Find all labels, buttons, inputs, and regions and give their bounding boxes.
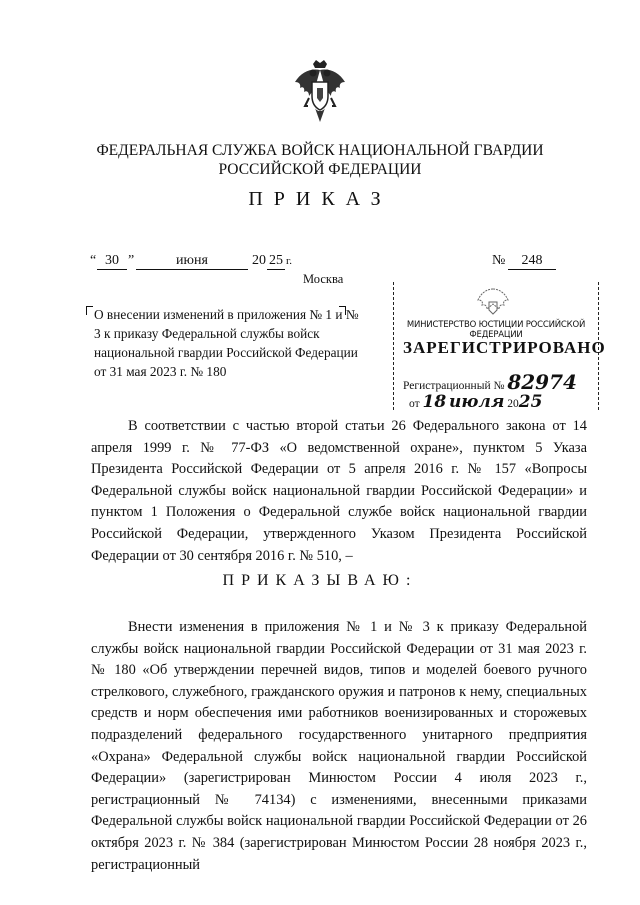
order-verb: ПРИКАЗЫВАЮ: bbox=[222, 572, 418, 589]
date-year-suffix: 25 bbox=[269, 253, 283, 268]
subject-bracket-left bbox=[86, 306, 93, 315]
doc-type-title: ПРИКАЗ bbox=[248, 188, 392, 210]
stamp-year-suffix: 25 bbox=[518, 392, 543, 412]
date-quote-open: “ bbox=[90, 253, 97, 268]
date-day: 30 bbox=[97, 253, 127, 270]
date-month: июня bbox=[136, 253, 248, 270]
stamp-date-month: июля bbox=[449, 392, 505, 412]
stamp-date-line bbox=[409, 392, 542, 412]
state-emblem-icon bbox=[291, 58, 349, 128]
org-name-line1: ФЕДЕРАЛЬНАЯ СЛУЖБА ВОЙСК НАЦИОНАЛЬНОЙ ГВАРДИИ bbox=[96, 142, 544, 159]
stamp-reg-line bbox=[403, 370, 577, 394]
order-paragraph-1: Внести изменения в приложения № 1 и № 3 к приказу Федеральной службы войск национальной гвардии Российской Федерации от 31 мая 2023 г. № 180 «Об утверждении перечней видов, типов и моделей боевого ручного стрелкового, служебного, гражданского оружия и патронов к нему, специальных средств и норм обеспечения ими работников военизированных и сторожевых подразделений федерального государственного унитарного предприятия «Охрана» Федеральной службы войск национальной гвардии Российской Федерации» (зарегистрирован Минюстом России 4 июля 2023 г., регистрационный № 74134) с изменениями, внесенными приказами Федеральной службы войск национальной гвардии Российской Федерации от 26 октября 2023 г. № 384 (зарегистрирован Минюстом России 28 ноября 2023 г., регистрационный bbox=[91, 619, 587, 873]
order-number: 248 bbox=[508, 253, 556, 270]
order-number-label: № bbox=[492, 253, 506, 268]
stamp-reg-number: 82974 bbox=[507, 370, 577, 394]
date-year-prefix: 20 bbox=[252, 253, 266, 268]
subject-heading: О внесении изменений в приложения № 1 и № 3 к приказу Федеральной службы войск национальной гвардии Российской Федерации от 31 мая 2023 г. № 180 bbox=[94, 307, 359, 379]
stamp-date-day: 18 bbox=[422, 392, 447, 412]
org-name-line2: РОССИЙСКОЙ ФЕДЕРАЦИИ bbox=[218, 161, 422, 178]
date-quote-close: ” bbox=[128, 253, 135, 268]
stamp-registered: ЗАРЕГИСТРИРОВАНО bbox=[403, 338, 606, 357]
stamp-year-prefix: 20 bbox=[507, 398, 519, 410]
date-year-unit: г. bbox=[286, 255, 293, 267]
preamble-paragraph: В соответствии с частью второй статьи 26 Федерального закона от 14 апреля 1999 г. № 77-ФЗ «О ведомственной охране», пунктом 5 Указа Президента Российской Федерации от 5 апреля 2016 г. № 157 «Вопросы Федеральной службы войск национальной гвардии Российской Федерации» и пунктом 1 Положения о Федеральной службе войск национальной гвардии Российской Федерации, утвержденного Указом Президента Российской Федерации от 30 сентября 2016 г. № 510, – bbox=[91, 418, 587, 564]
city: Москва bbox=[303, 272, 344, 286]
registration-stamp bbox=[393, 282, 606, 412]
stamp-reg-label: Регистрационный № bbox=[403, 380, 505, 392]
stamp-emblem-icon bbox=[475, 286, 511, 318]
stamp-ministry: МИНИСТЕРСТВО ЮСТИЦИИ РОССИЙСКОЙ ФЕДЕРАЦИИ bbox=[406, 320, 586, 340]
stamp-from-label: от bbox=[409, 398, 420, 410]
